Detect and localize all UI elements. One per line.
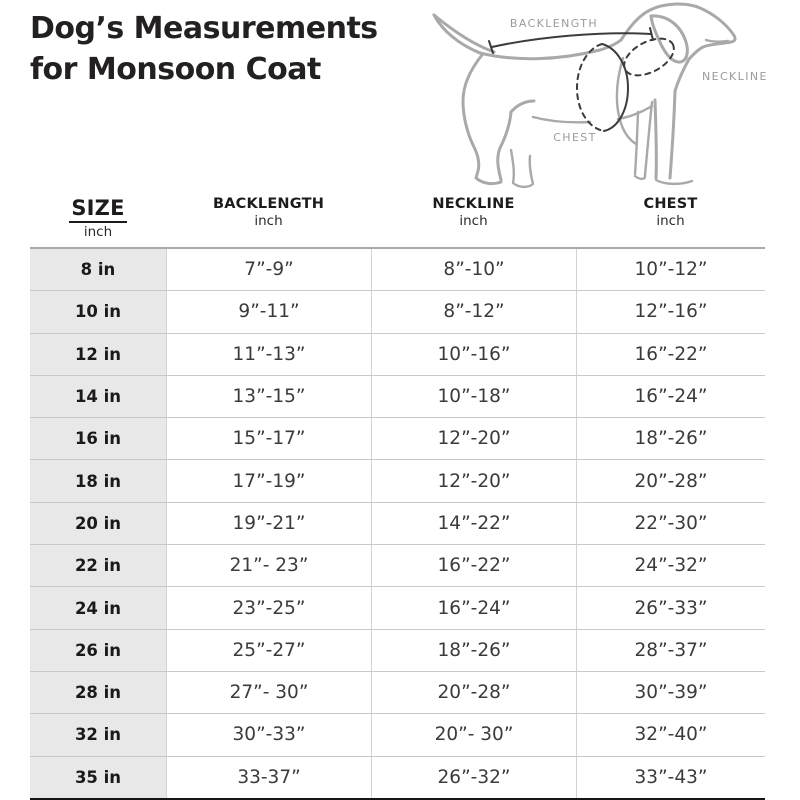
- header-size-unit: inch: [83, 224, 113, 240]
- table-row: [30, 459, 765, 501]
- backlength-cell: 30”-33”: [166, 714, 371, 755]
- chest-cell: 16”-24”: [576, 376, 765, 417]
- chest-cell: 26”-33”: [576, 587, 765, 628]
- diagram-label-chest: CHEST: [553, 131, 597, 144]
- size-cell: 18 in: [30, 460, 166, 501]
- size-cell: 28 in: [30, 672, 166, 713]
- backlength-cell: 23”-25”: [166, 587, 371, 628]
- header-backlength: [166, 196, 371, 244]
- header-size-label: SIZE: [69, 196, 126, 223]
- dog-diagram-svg: [402, 0, 794, 198]
- table-row: [30, 417, 765, 459]
- chest-cell: 28”-37”: [576, 630, 765, 671]
- table-row: [30, 333, 765, 375]
- table-row: [30, 586, 765, 628]
- dog-outline: [434, 4, 735, 187]
- neckline-cell: 20”-28”: [371, 672, 576, 713]
- backlength-cell: 9”-11”: [166, 291, 371, 332]
- diagram-label-backlength: BACKLENGTH: [509, 17, 599, 30]
- page-title: [30, 8, 378, 91]
- size-cell: 22 in: [30, 545, 166, 586]
- neckline-cell: 14”-22”: [371, 503, 576, 544]
- diagram-label-neckline: NECKLINE: [702, 70, 768, 83]
- chest-cell: 20”-28”: [576, 460, 765, 501]
- backlength-measure-line: [492, 33, 651, 47]
- table-row: [30, 502, 765, 544]
- backlength-cell: 25”-27”: [166, 630, 371, 671]
- table-body: [30, 249, 765, 798]
- backlength-cell: 13”-15”: [166, 376, 371, 417]
- neckline-cell: 16”-24”: [371, 587, 576, 628]
- table-row: [30, 713, 765, 755]
- neckline-cell: 18”-26”: [371, 630, 576, 671]
- neckline-cell: 10”-18”: [371, 376, 576, 417]
- table-row: [30, 671, 765, 713]
- neckline-cell: 16”-22”: [371, 545, 576, 586]
- chest-cell: 16”-22”: [576, 334, 765, 375]
- table-row: [30, 290, 765, 332]
- backlength-cell: 11”-13”: [166, 334, 371, 375]
- size-cell: 26 in: [30, 630, 166, 671]
- table-row: [30, 756, 765, 798]
- chest-ellipse-dashed: [577, 44, 604, 131]
- backlength-cell: 19”-21”: [166, 503, 371, 544]
- size-cell: 20 in: [30, 503, 166, 544]
- chest-cell: 18”-26”: [576, 418, 765, 459]
- chest-cell: 30”-39”: [576, 672, 765, 713]
- neckline-cell: 10”-16”: [371, 334, 576, 375]
- chest-cell: 32”-40”: [576, 714, 765, 755]
- table-row: [30, 544, 765, 586]
- dog-measurement-diagram: [402, 0, 794, 198]
- chest-cell: 22”-30”: [576, 503, 765, 544]
- header-backlength-unit: inch: [254, 213, 283, 229]
- neckline-cell: 26”-32”: [371, 757, 576, 798]
- header-backlength-label: BACKLENGTH: [212, 196, 325, 212]
- size-cell: 12 in: [30, 334, 166, 375]
- backlength-cell: 7”-9”: [166, 249, 371, 290]
- neckline-cell: 20”- 30”: [371, 714, 576, 755]
- neckline-cell: 12”-20”: [371, 460, 576, 501]
- neckline-cell: 8”-10”: [371, 249, 576, 290]
- header-chest-label: CHEST: [643, 196, 698, 212]
- size-cell: 8 in: [30, 249, 166, 290]
- title-line-1: Dog’s Measurements: [30, 11, 378, 46]
- chest-cell: 10”-12”: [576, 249, 765, 290]
- size-cell: 24 in: [30, 587, 166, 628]
- backlength-cell: 17”-19”: [166, 460, 371, 501]
- neckline-cell: 12”-20”: [371, 418, 576, 459]
- backlength-cell: 21”- 23”: [166, 545, 371, 586]
- backlength-cell: 33-37”: [166, 757, 371, 798]
- chest-cell: 12”-16”: [576, 291, 765, 332]
- header-chest: [576, 196, 765, 244]
- table-header-row: [30, 196, 765, 244]
- size-table: [30, 247, 765, 800]
- size-cell: 14 in: [30, 376, 166, 417]
- neckline-cell: 8”-12”: [371, 291, 576, 332]
- chest-cell: 33”-43”: [576, 757, 765, 798]
- header-neckline-label: NECKLINE: [432, 196, 515, 212]
- size-cell: 10 in: [30, 291, 166, 332]
- table-row: [30, 629, 765, 671]
- header-neckline: [371, 196, 576, 244]
- title-line-2: for Monsoon Coat: [30, 52, 321, 88]
- table-row: [30, 375, 765, 417]
- size-cell: 16 in: [30, 418, 166, 459]
- backlength-cell: 27”- 30”: [166, 672, 371, 713]
- header-size: [30, 196, 166, 244]
- header-neckline-unit: inch: [459, 213, 488, 229]
- backlength-cell: 15”-17”: [166, 418, 371, 459]
- chest-cell: 24”-32”: [576, 545, 765, 586]
- header-chest-unit: inch: [656, 213, 685, 229]
- size-cell: 32 in: [30, 714, 166, 755]
- size-cell: 35 in: [30, 757, 166, 798]
- table-row: [30, 249, 765, 290]
